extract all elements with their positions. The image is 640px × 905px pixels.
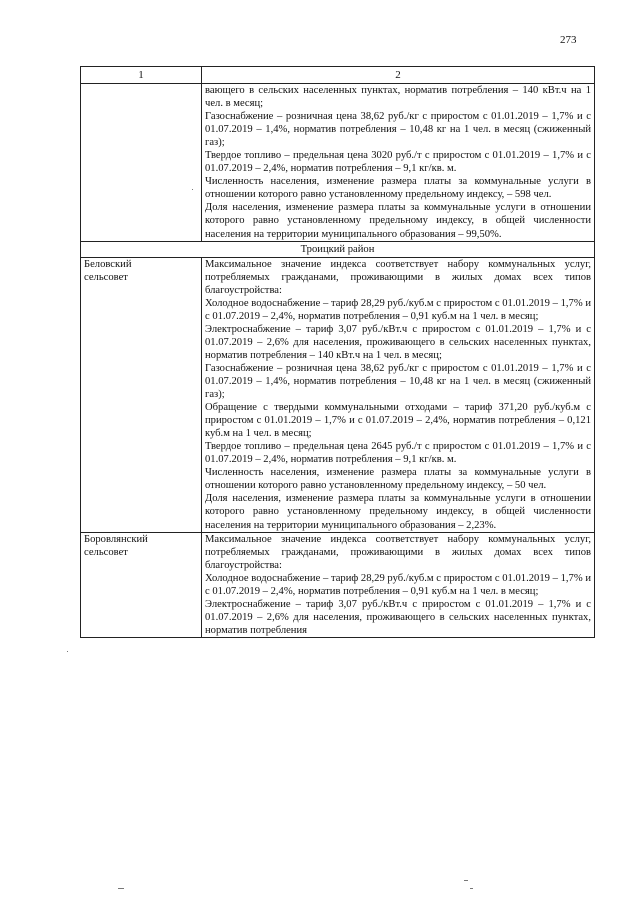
page-number: 273: [560, 34, 577, 46]
paragraph: Холодное водоснабжение – тариф 28,29 руб./куб.м с приростом с 01.01.2019 – 1,7% и с 01.07.2019 – 2,4%, норматив потребления – 0,91 куб.м на 1 чел. в месяц;: [205, 297, 591, 322]
description-cell: [202, 84, 595, 242]
table-row-belovsky: [81, 257, 595, 532]
description-cell: [202, 532, 595, 637]
paragraph: Численность населения, изменение размера платы за коммунальные услуги в отношении которого равно установленному предельному индексу, – 50 чел.: [205, 467, 591, 492]
description-cell: [202, 257, 595, 532]
scan-speck: [192, 189, 193, 190]
district-row: [81, 241, 595, 257]
scan-speck: [464, 880, 468, 881]
municipality-cell: [81, 257, 202, 532]
municipality-type: сельсовет: [84, 546, 128, 558]
scan-speck: [118, 888, 124, 889]
paragraph: Электроснабжение – тариф 3,07 руб./кВт.ч с приростом с 01.01.2019 – 1,7% и с 01.07.2019 – 2,6% для населения, проживающего в сельских населенных пунктах, норматив потребления: [205, 598, 591, 636]
municipality-cell-empty: [81, 84, 202, 242]
district-name: Троицкий район: [81, 241, 595, 257]
paragraph: Максимальное значение индекса соответствует набору коммунальных услуг, потребляемых гражданами, проживающими в жилых домах всех типов благоустройства:: [205, 258, 591, 296]
document-table: [80, 66, 595, 638]
paragraph: Доля населения, изменение размера платы за коммунальные услуги в отношении которого равно установленному предельному индексу, в общей численности населения на территории муниципального образования – 2,23%.: [205, 493, 591, 531]
paragraph: Холодное водоснабжение – тариф 28,29 руб./куб.м с приростом с 01.01.2019 – 1,7% и с 01.07.2019 – 2,4%, норматив потребления – 0,91 куб.м на 1 чел. в месяц;: [205, 572, 591, 597]
table-row-continuation: [81, 84, 595, 242]
municipality-name: Беловский: [84, 258, 132, 270]
table-header-row: [81, 67, 595, 84]
column-header-2: 2: [202, 67, 595, 84]
column-header-1: 1: [81, 67, 202, 84]
paragraph: Твердое топливо – предельная цена 3020 руб./т с приростом с 01.01.2019 – 1,7% и с 01.07.2019 – 2,4%, норматив потребления – 9,1 кг/кв. м.: [205, 150, 591, 175]
paragraph: Численность населения, изменение размера платы за коммунальные услуги в отношении которого равно установленному предельному индексу, – 598 чел.: [205, 176, 591, 201]
paragraph: Доля населения, изменение размера платы за коммунальные услуги в отношении которого равно установленному предельному индексу, в общей численности населения на территории муниципального образования – 99,50%.: [205, 202, 591, 240]
scan-speck: [67, 651, 68, 652]
paragraph: Обращение с твердыми коммунальными отходами – тариф 371,20 руб./куб.м с приростом с 01.01.2019 – 1,7% и с 01.07.2019 – 2,4%, норматив потребления – 0,121 куб.м на 1 чел. в месяц;: [205, 402, 591, 440]
paragraph: вающего в сельских населенных пунктах, норматив потребления – 140 кВт.ч на 1 чел. в месяц;: [205, 85, 591, 110]
paragraph: Газоснабжение – розничная цена 38,62 руб./кг с приростом с 01.01.2019 – 1,7% и с 01.07.2019 – 1,4%, норматив потребления – 10,48 кг на 1 чел. в месяц (сжиженный газ);: [205, 362, 591, 401]
paragraph: Газоснабжение – розничная цена 38,62 руб./кг с приростом с 01.01.2019 – 1,7% и с 01.07.2019 – 1,4%, норматив потребления – 10,48 кг на 1 чел. в месяц (сжиженный газ);: [205, 111, 591, 149]
municipality-cell: [81, 532, 202, 637]
paragraph: Твердое топливо – предельная цена 2645 руб./т с приростом с 01.01.2019 – 1,7% и с 01.07.2019 – 2,4%, норматив потребления – 9,1 кг/кв. м.: [205, 441, 591, 466]
scan-speck: [470, 888, 473, 889]
table-row-borovlyansky: [81, 532, 595, 637]
municipality-name: Боровлянский: [84, 533, 148, 545]
paragraph: Электроснабжение – тариф 3,07 руб./кВт.ч с приростом с 01.01.2019 – 1,7% и с 01.07.2019 – 2,6% для населения, проживающего в сельских населенных пунктах, норматив потребления – 140 кВт.ч на 1 чел. в месяц;: [205, 323, 591, 361]
paragraph: Максимальное значение индекса соответствует набору коммунальных услуг, потребляемых гражданами, проживающими в жилых домах всех типов благоустройства:: [205, 533, 591, 571]
municipality-type: сельсовет: [84, 271, 128, 283]
